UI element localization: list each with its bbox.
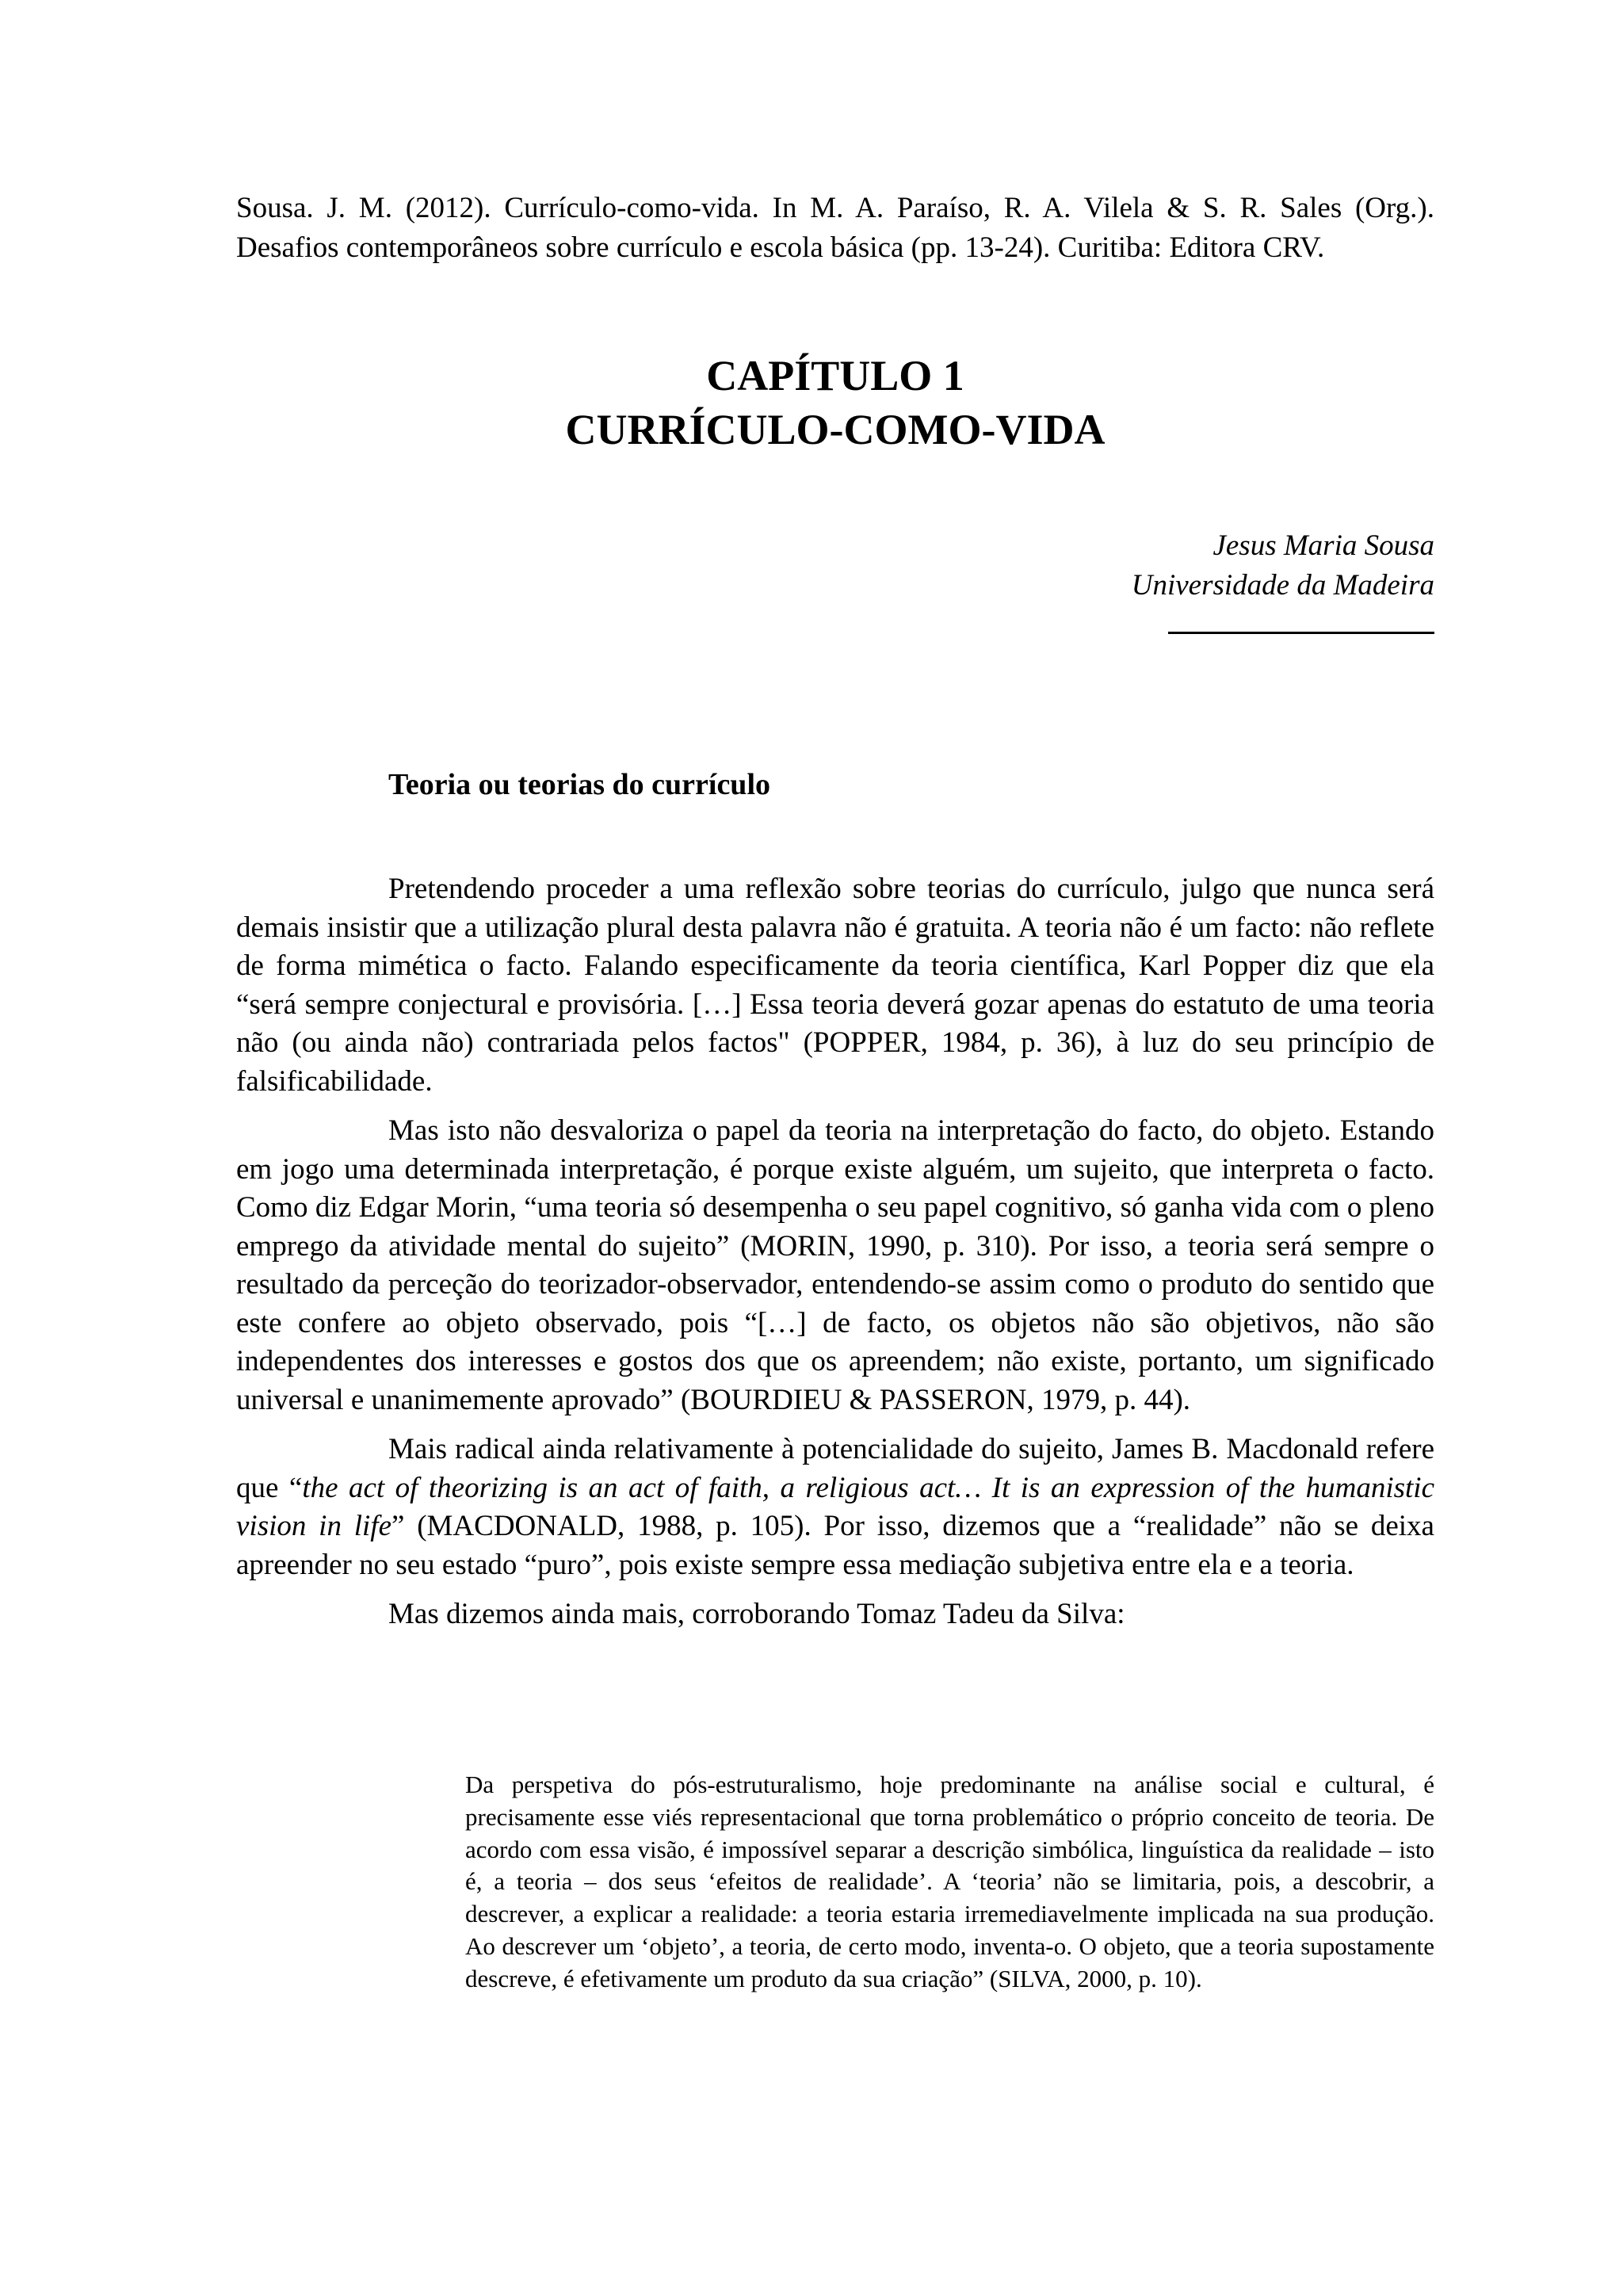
author-affiliation: Universidade da Madeira	[1131, 569, 1434, 602]
paragraph-3-quote-italic: the act of theorizing is an act of faith, a religious act… It is an expression of the humanistic vision in life	[236, 1471, 1434, 1542]
bibliographic-citation: Sousa. J. M. (2012). Currículo-como-vida. In M. A. Paraíso, R. A. Vilela & S. R. Sales (Org.). Desafios contemporâneos sobre currículo e escola básica (pp. 13-24). Curitiba: Editora CRV.	[236, 192, 1434, 264]
chapter-number: CAPÍTULO 1	[706, 352, 964, 399]
section-heading: Teoria ou teorias do currículo	[388, 768, 770, 801]
chapter-title: CURRÍCULO-COMO-VIDA	[565, 406, 1106, 453]
paragraph-3-text-before: Mais radical ainda relativamente à potencialidade do sujeito, James B. Macdonald refere que “	[236, 1433, 1434, 1504]
author-name: Jesus Maria Sousa	[1212, 529, 1434, 562]
paragraph-4: Mas dizemos ainda mais, corroborando Tomaz Tadeu da Silva:	[388, 1598, 1125, 1630]
body-text	[236, 870, 1434, 1634]
paragraph-3	[236, 1431, 1434, 1584]
paragraph-3-text-after: ” (MACDONALD, 1988, p. 105). Por isso, dizemos que a “realidade” não se deixa apreender no seu estado “puro”, pois existe sempre essa mediação subjetiva entre ela e a teoria.	[236, 1510, 1434, 1581]
paragraph-1: Pretendendo proceder a uma reflexão sobre teorias do currículo, julgo que nunca será demais insistir que a utilização plural desta palavra não é gratuita. A teoria não é um facto: não reflete de forma mimética o facto. Falando especificamente da teoria científica, Karl Popper diz que ela “será sempre conjectural e provisória. […] Essa teoria deverá gozar apenas do estatuto de uma teoria não (ou ainda não) contrariada pelos factos" (POPPER, 1984, p. 36), à luz do seu princípio de falsificabilidade.	[236, 873, 1434, 1098]
author-divider	[1168, 632, 1434, 634]
chapter-heading	[236, 349, 1434, 457]
paragraph-2: Mas isto não desvaloriza o papel da teoria na interpretação do facto, do objeto. Estando em jogo uma determinada interpretação, é porque existe alguém, um sujeito, que interpreta o facto. Como diz Edgar Morin, “uma teoria só desempenha o seu papel cognitivo, só ganha vida com o pleno emprego da atividade mental do sujeito” (MORIN, 1990, p. 310). Por isso, a teoria será sempre o resultado da perceção do teorizador-observador, entendendo-se assim como o produto do sentido que este confere ao objeto observado, pois “[…] de facto, os objetos não são objetivos, não são independentes dos interesses e gostos dos que os apreendem; não existe, portanto, um significado universal e unanimemente aprovado” (BOURDIEU & PASSERON, 1979, p. 44).	[236, 1114, 1434, 1416]
block-quotation: Da perspetiva do pós-estruturalismo, hoje predominante na análise social e cultural, é precisamente esse viés representacional que torna problemático o próprio conceito de teoria. De acordo com essa visão, é impossível separar a descrição simbólica, linguística da realidade – isto é, a teoria – dos seus ‘efeitos de realidade’. A ‘teoria’ não se limitaria, pois, a descobrir, a descrever, a explicar a realidade: a teoria estaria irremediavelmente implicada na sua produção. Ao descrever um ‘objeto’, a teoria, de certo modo, inventa-o. O objeto, que a teoria supostamente descreve, é efetivamente um produto da sua criação” (SILVA, 2000, p. 10).	[465, 1771, 1434, 1992]
author-block	[1132, 526, 1434, 606]
